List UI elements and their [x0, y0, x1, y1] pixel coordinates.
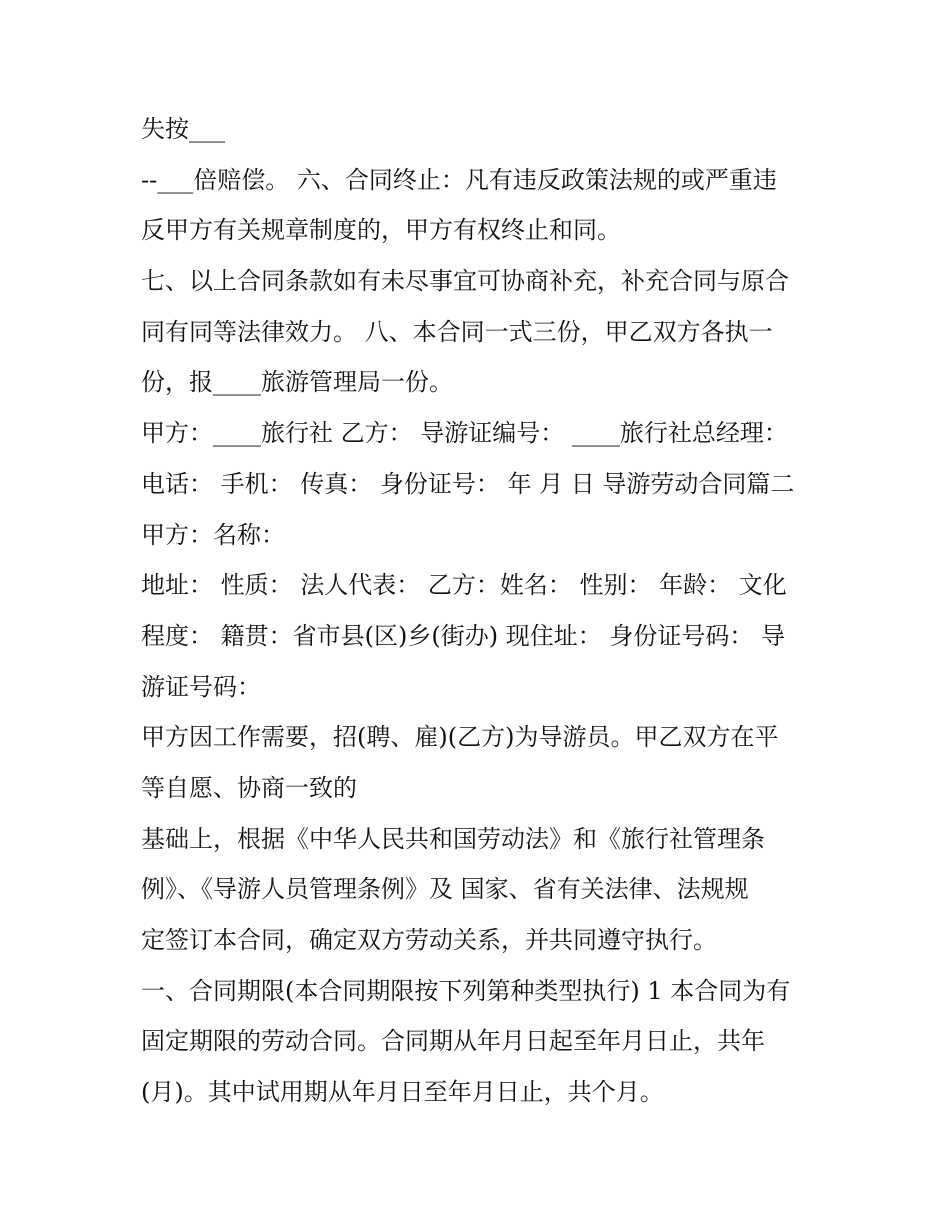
text-line: 反甲方有关规章制度的，甲方有权终止和同。 [141, 216, 621, 245]
text-line: (月)。其中试用期从年月日至年月日止，共个月。 [141, 1078, 664, 1107]
text-line: 例》、《导游人员管理条例》及 国家、省有关法律、法规规 [141, 875, 749, 904]
text-line: --___倍赔偿。 六、合同终止：凡有违反政策法规的或严重违 [141, 165, 777, 194]
contract-text [141, 104, 821, 1118]
text-line: 基础上，根据《中华人民共和国劳动法》和《旅行社管理条 [141, 824, 765, 853]
text-line: 甲方：名称： [141, 520, 285, 549]
text-line: 七、以上合同条款如有未尽事宜可协商补充，补充合同与原合 [141, 267, 789, 296]
text-line: 程度： 籍贯：省市县(区)乡(街办) 现住址： 身份证号码： 导 [141, 621, 785, 650]
text-line: 甲方因工作需要，招(聘、雇)(乙方)为导游员。甲乙双方在平 [141, 723, 779, 752]
text-line: 等自愿、协商一致的 [141, 773, 357, 802]
text-line: 定签订本合同，确定双方劳动关系，并共同遵守执行。 [141, 926, 717, 954]
text-line: 甲方：____旅行社 乙方： 导游证编号： ____旅行社总经理： [141, 419, 788, 448]
text-line: 电话： 手机： 传真： 身份证号： 年 月 日 导游劳动合同篇二 [141, 469, 795, 498]
text-line: 游证号码： [141, 672, 261, 701]
text-line: 同有同等法律效力。 八、本合同一式三份，甲乙双方各执一 [141, 317, 773, 346]
text-line: 固定期限的劳动合同。合同期从年月日起至年月日止，共年 [141, 1027, 765, 1056]
text-line: 失按___ [141, 115, 225, 143]
text-line: 一、合同期限(本合同期限按下列第种类型执行) 1 本合同为有 [141, 976, 791, 1005]
text-line: 份，报____旅游管理局一份。 [141, 368, 453, 397]
text-line: 地址： 性质： 法人代表： 乙方：姓名： 性别： 年龄： 文化 [141, 571, 787, 600]
